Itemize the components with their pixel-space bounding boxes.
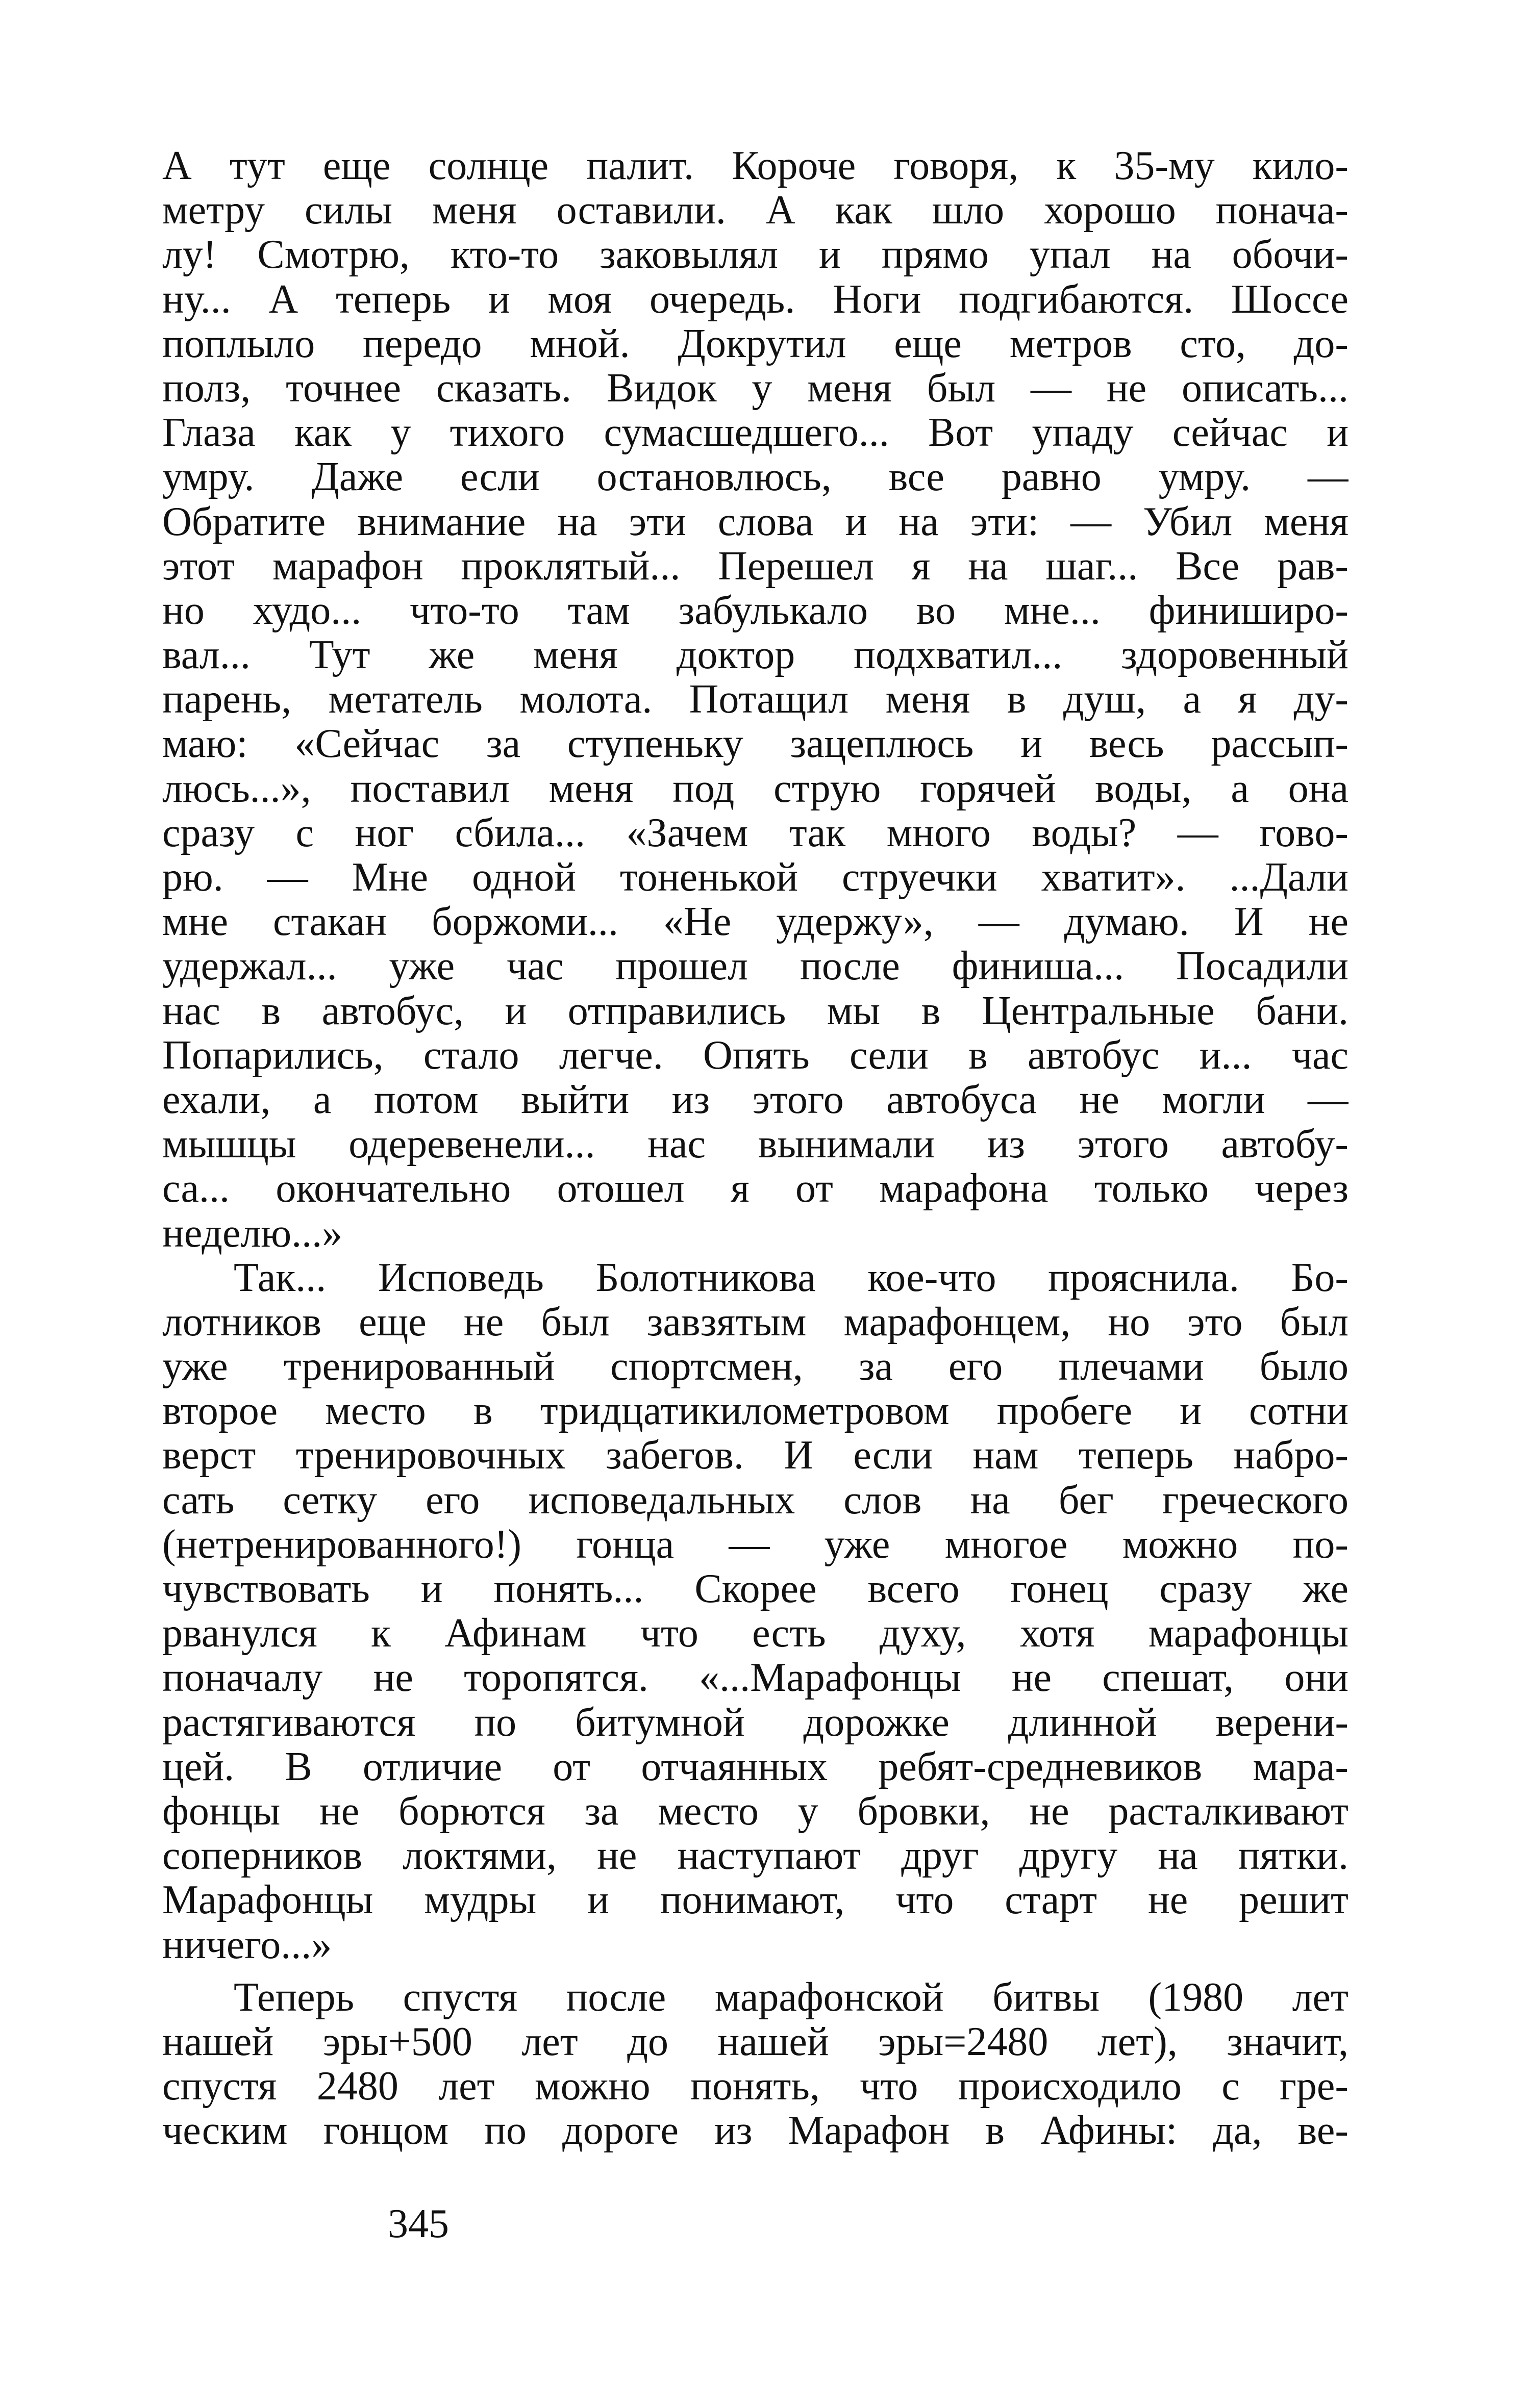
text-line: лотников еще не был завзятым марафонцем, но это был [162,1300,1349,1345]
text-line: ехали, а потом выйти из этого автобуса не могли — [162,1077,1349,1122]
text-line: Теперь спустя после марафонской битвы (1980 лет [234,1975,1349,2020]
text-line: уже тренированный спортсмен, за его плечами было [162,1345,1349,1389]
text-line: растягиваются по битумной дорожке длинной верени- [162,1700,1349,1745]
text-line: поплыло передо мной. Докрутил еще метров сто, до- [162,321,1349,366]
text-line: А тут еще солнце палит. Короче говоря, к 35-му кило- [162,144,1349,188]
paragraph-3 [162,1975,1349,2153]
book-page-text [162,144,1349,2153]
text-line: ничего...» [162,1922,332,1967]
page-number: 345 [388,2201,449,2246]
text-line: сразу с ног сбила... «Зачем так много воды? — гово- [162,810,1349,855]
text-line: неделю...» [162,1211,343,1256]
text-line: Попарились, стало легче. Опять сели в автобус и... час [162,1033,1349,1078]
text-line: Обратите внимание на эти слова и на эти: — Убил меня [162,499,1349,544]
text-line: ческим гонцом по дороге из Марафон в Афины: да, ве- [162,2109,1349,2153]
text-line: люсь...», поставил меня под струю горячей воды, а она [162,766,1349,811]
text-line: полз, точнее сказать. Видок у меня был — не описать... [162,366,1349,411]
text-line: этот марафон проклятый... Перешел я на шаг... Все рав- [162,544,1349,589]
text-line: рю. — Мне одной тоненькой струечки хватит». ...Дали [162,855,1349,900]
text-line: поначалу не торопятся. «...Марафонцы не спешат, они [162,1656,1349,1701]
text-line: мне стакан боржоми... «Не удержу», — думаю. И не [162,900,1349,945]
text-line: рванулся к Афинам что есть духу, хотя марафонцы [162,1611,1349,1656]
text-line: лу! Смотрю, кто-то заковылял и прямо упал на обочи- [162,233,1349,277]
text-line: (нетренированного!) гонца — уже многое можно по- [162,1522,1349,1567]
text-line: ну... А теперь и моя очередь. Ноги подгибаются. Шоссе [162,277,1349,322]
text-line: Глаза как у тихого сумасшедшего... Вот упаду сейчас и [162,411,1349,455]
text-line: соперников локтями, не наступают друг другу на пятки. [162,1834,1349,1879]
text-line: умру. Даже если остановлюсь, все равно умру. — [162,455,1349,500]
text-line: Марафонцы мудры и понимают, что старт не решит [162,1878,1349,1923]
text-line: второе место в тридцатикилометровом пробеге и сотни [162,1389,1349,1434]
text-line: са... окончательно отошел я от марафона только через [162,1167,1349,1211]
text-line: вал... Тут же меня доктор подхватил... здоровенный [162,633,1349,678]
text-line: нас в автобус, и отправились мы в Центральные бани. [162,988,1349,1033]
paragraph-gap [162,1967,1349,1975]
text-line: сать сетку его исповедальных слов на бег греческого [162,1478,1349,1523]
text-line: цей. В отличие от отчаянных ребят-средневиков мара- [162,1744,1349,1789]
text-line: метру силы меня оставили. А как шло хорошо понача- [162,188,1349,233]
text-line: верст тренировочных забегов. И если нам теперь набро- [162,1433,1349,1478]
text-line: маю: «Сейчас за ступеньку зацеплюсь и весь рассып- [162,722,1349,767]
text-line: фонцы не борются за место у бровки, не расталкивают [162,1789,1349,1834]
text-line: парень, метатель молота. Потащил меня в душ, а я ду- [162,677,1349,722]
text-line: но худо... что-то там забулькало во мне... финиширо- [162,588,1349,633]
paragraph-1 [162,144,1349,1256]
text-line: нашей эры+500 лет до нашей эры=2480 лет), значит, [162,2019,1349,2064]
text-line: мышцы одеревенели... нас вынимали из этого автобу- [162,1122,1349,1167]
text-line: удержал... уже час прошел после финиша... Посадили [162,944,1349,989]
paragraph-2 [162,1256,1349,1967]
text-line: чувствовать и понять... Скорее всего гонец сразу же [162,1567,1349,1611]
text-line: Так... Исповедь Болотникова кое-что прояснила. Бо- [234,1255,1349,1300]
text-line: спустя 2480 лет можно понять, что происходило с гре- [162,2064,1349,2109]
